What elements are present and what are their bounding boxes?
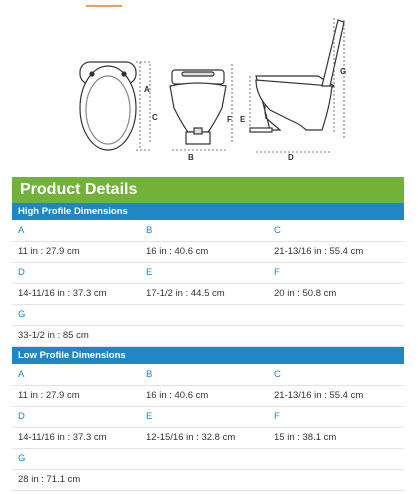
dimension-value: 14-11/16 in : 37.3 cm (18, 288, 107, 299)
high-profile-table (12, 221, 404, 347)
dimension-label: A (18, 225, 25, 236)
dimension-value: 16 in : 40.6 cm (146, 246, 209, 257)
dimension-value: 11 in : 27.9 cm (18, 246, 80, 257)
dim-f: F (227, 115, 232, 124)
product-details-title: Product Details (12, 177, 404, 203)
value-row (12, 386, 404, 407)
top-view-drawing (80, 62, 136, 150)
dimension-value: 21-13/16 in : 55.4 cm (274, 390, 364, 401)
dimension-label: B (146, 225, 153, 236)
dimension-label: D (18, 411, 25, 422)
dimension-label: D (18, 267, 25, 278)
dimension-label: F (274, 411, 280, 422)
dimension-value: 15 in : 38.1 cm (274, 432, 337, 443)
value-row (12, 428, 404, 449)
dimension-value: 14-11/16 in : 37.3 cm (18, 432, 107, 443)
dimension-value: 11 in : 27.9 cm (18, 390, 80, 401)
front-view-drawing (170, 70, 226, 144)
dim-c-top: C (152, 113, 158, 122)
label-row (12, 263, 404, 284)
label-row (12, 407, 404, 428)
high-profile-heading: High Profile Dimensions (12, 203, 404, 220)
label-row (12, 365, 404, 386)
label-row (12, 221, 404, 242)
dimension-value: 20 in : 50.8 cm (274, 288, 337, 299)
dimension-value: 17-1/2 in : 44.5 cm (146, 288, 225, 299)
dim-g: G (340, 67, 347, 76)
dimension-value: 16 in : 40.6 cm (146, 390, 209, 401)
value-row (12, 284, 404, 305)
dim-b: B (188, 153, 194, 162)
low-profile-table (12, 365, 404, 491)
dimension-value: 21-13/16 in : 55.4 cm (274, 246, 364, 257)
dim-e: E (240, 115, 246, 124)
label-row (12, 449, 404, 470)
dim-a: A (144, 85, 150, 94)
dimension-label: G (18, 309, 26, 320)
dimension-label: A (18, 369, 25, 380)
dimension-label: C (274, 369, 281, 380)
dimension-value: 33-1/2 in : 85 cm (18, 330, 89, 341)
dimension-label: E (146, 267, 153, 278)
dimension-label: C (274, 225, 281, 236)
side-view-drawing (250, 20, 347, 132)
value-row (12, 470, 404, 491)
dimension-label: E (146, 411, 153, 422)
value-row (12, 242, 404, 263)
dimension-label: F (274, 267, 280, 278)
dimension-value: 12-15/16 in : 32.8 cm (146, 432, 236, 443)
toilet-dimension-diagram (0, 0, 418, 170)
dimension-label: G (18, 453, 26, 464)
dimension-value: 28 in : 71.1 cm (18, 474, 81, 485)
label-row (12, 305, 404, 326)
low-profile-heading: Low Profile Dimensions (12, 347, 404, 364)
value-row (12, 326, 404, 347)
dim-d: D (288, 153, 294, 162)
dimension-label: B (146, 369, 153, 380)
